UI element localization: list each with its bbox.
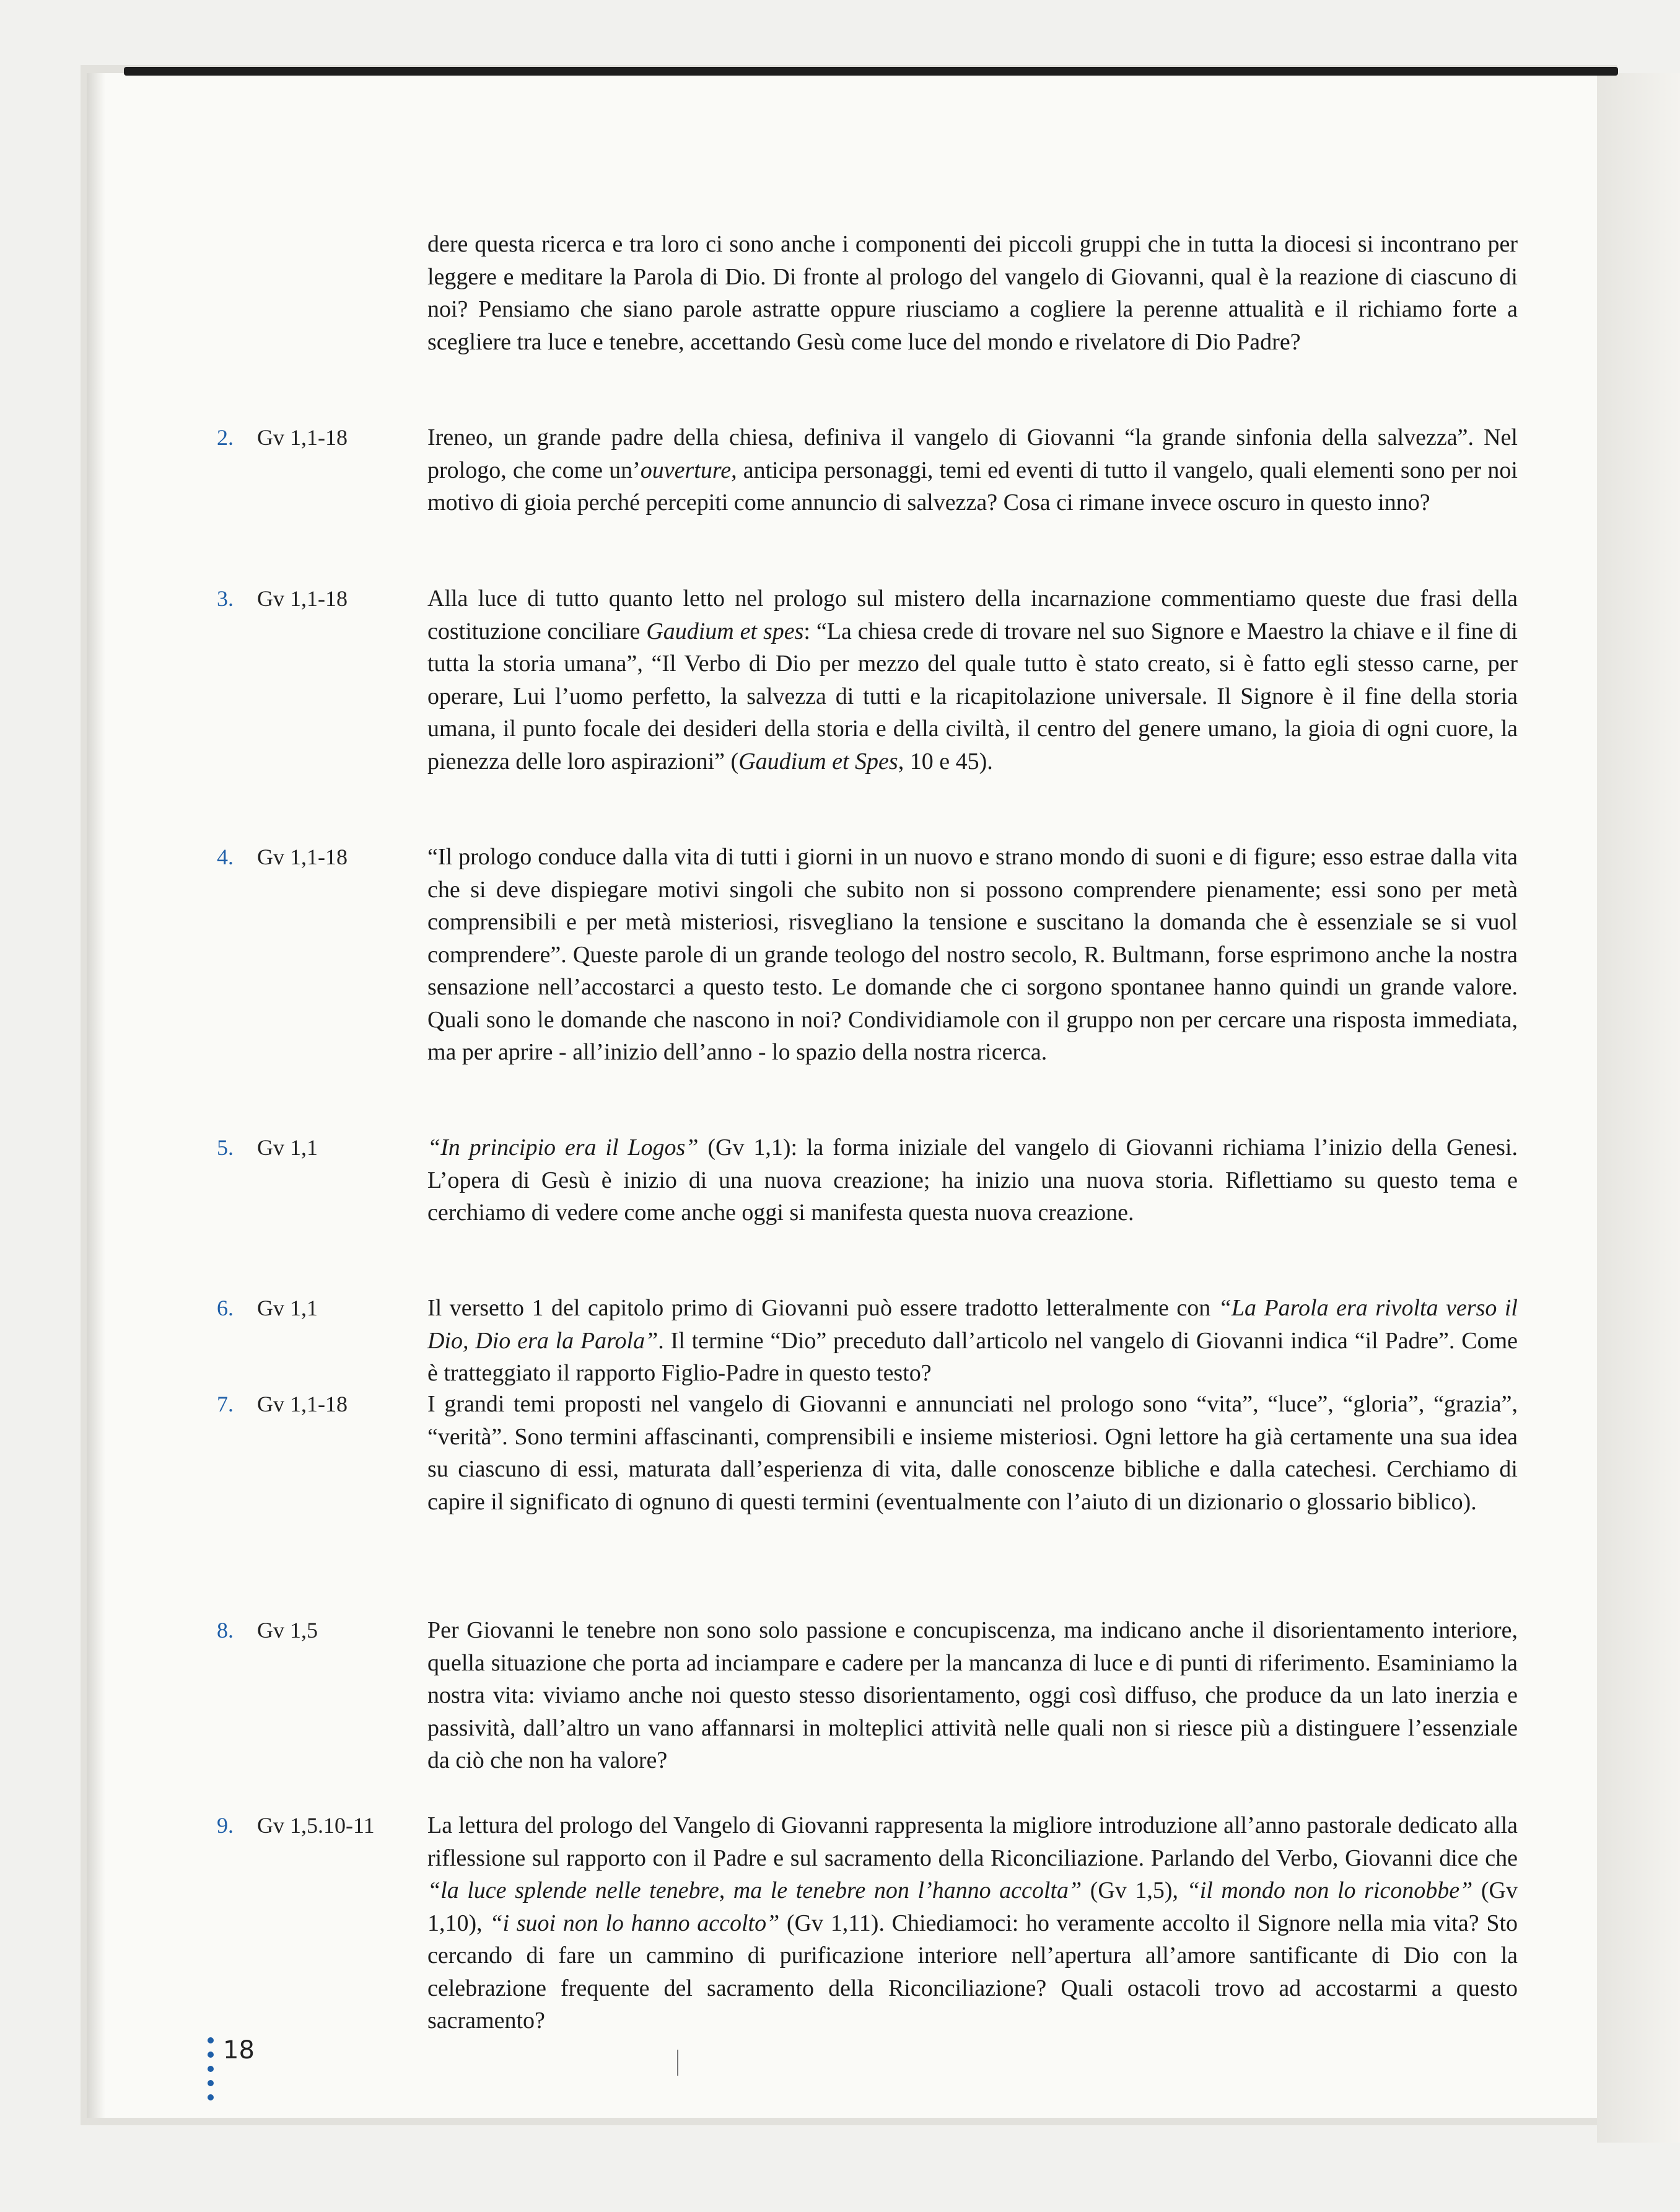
italic-text: “il mondo non lo riconobbe” [1186, 1877, 1473, 1903]
item-text [427, 841, 1518, 1069]
text-run: , 10 e 45). [898, 748, 993, 775]
gospel-reference: Gv 1,5.10-11 [257, 1813, 375, 1838]
item-text [427, 1388, 1518, 1518]
text-run: (Gv 1,1): la forma iniziale del vangelo di Giovanni richiama l’inizio della Genesi. L’opera di Gesù è inizio di una nuova creazione; ha inizio una nuova storia. Riflettiamo su questo tema e cerchiamo di vedere come anche oggi si manifesta questa nuova creazione. [427, 1135, 1518, 1226]
item-number: 4. [217, 845, 234, 869]
item-number: 6. [217, 1296, 234, 1320]
folio-dots [208, 2037, 216, 2130]
item-number: 8. [217, 1618, 234, 1643]
text-run: (Gv 1,10), [427, 1877, 1518, 1936]
gospel-reference: Gv 1,1-18 [257, 586, 348, 611]
item-text [427, 421, 1518, 519]
page-number: 18 [223, 2036, 255, 2065]
center-gutter-mark [677, 2050, 678, 2076]
italic-text: ouverture [640, 457, 732, 483]
italic-text: Gaudium et Spes [738, 748, 898, 775]
item-number: 3. [217, 586, 234, 611]
page-left-edge [87, 73, 105, 2118]
text-run: “Il prologo conduce dalla vita di tutti i giorni in un nuovo e strano mondo di suoni e di figure; esso estrae dalla vita che si deve dispiegare motivi singoli che subito non si possono comprendere pienamente; essi sono per metà comprensibili e per metà misteriosi, risvegliano la tensione e suscitano la domanda che è essenziale se si vuol comprendere”. Queste parole di un grande teologo del nostro secolo, R. Bultmann, forse esprimono anche la nostra sensazione nell’accostarci a questo testo. Le domande che ci sorgono spontanee hanno quindi un grande valore. Quali sono le domande che nascono in noi? Condividiamole con il gruppo non per cercare una risposta immediata, ma per aprire - all’inizio dell’anno - lo spazio della nostra ricerca. [427, 844, 1518, 1065]
item-text [427, 1131, 1518, 1229]
text-run: (Gv 1,11). Chiediamoci: ho veramente accolto il Signore nella mia vita? Sto cercando di fare un cammino di purificazione interiore nell’apertura all’amore santificante di Dio con la celebrazione frequente del sacramento della Riconciliazione? Quali ostacoli trovo ad accostarmi a questo sacramento? [427, 1910, 1518, 2034]
folio-dot [208, 2037, 214, 2043]
gospel-reference: Gv 1,1 [257, 1135, 318, 1160]
facing-page-edge [1597, 73, 1680, 2143]
text-run: Ireneo, un grande padre della chiesa, definiva il vangelo di Giovanni “la grande sinfonia della salvezza”. Nel prologo, che come un’ [427, 424, 1518, 483]
item-text [427, 582, 1518, 778]
item-text [427, 1809, 1518, 2037]
italic-text: “La Parola era rivolta verso il Dio, Dio era la Parola” [427, 1295, 1518, 1354]
item-number: 2. [217, 425, 234, 450]
text-run: : “La chiesa crede di trovare nel suo Signore e Maestro la chiave e il fine di tutta la storia umana”, “Il Verbo di Dio per mezzo del quale tutto è stato creato, si è fatto egli stesso carne, per operare, Lui l’uomo perfetto, la salvezza di tutti e la ricapitolazione universale. Il Signore è il fine della storia umana, il punto focale dei desideri della storia e della civiltà, il centro del genere umano, la gioia di ogni cuore, la pienezza delle loro aspirazioni” ( [427, 618, 1518, 775]
gospel-reference: Gv 1,1-18 [257, 425, 348, 450]
item-number: 7. [217, 1392, 234, 1416]
gospel-reference: Gv 1,1 [257, 1296, 318, 1320]
item-text [427, 1292, 1518, 1390]
folio-dot [208, 2094, 214, 2100]
text-run: I grandi temi proposti nel vangelo di Giovanni e annunciati nel prologo sono “vita”, “luce”, “gloria”, “grazia”, “verità”. Sono termini affascinanti, comprensibili e insieme misteriosi. Ogni lettore ha già certamente una sua idea su ciascuno di essi, maturata dall’esperienza di vita, dalle conoscenze bibliche e dalla catechesi. Cerchiamo di capire il significato di ognuno di questi termini (eventualmente con l’aiuto di un dizionario o glossario biblico). [427, 1391, 1518, 1515]
gospel-reference: Gv 1,1-18 [257, 845, 348, 869]
item-text [427, 1614, 1518, 1777]
intro-paragraph: dere questa ricerca e tra loro ci sono anche i componenti dei piccoli gruppi che in tutta la diocesi si incontrano per leggere e meditare la Parola di Dio. Di fronte al prologo del vangelo di Giovanni, qual è la reazione di ciascuno di noi? Pensiamo che siano parole astratte oppure riusciamo a cogliere la perenne attualità e il richiamo forte a scegliere tra luce e tenebre, accettando Gesù come luce del mondo e rivelatore di Dio Padre? [427, 231, 1518, 355]
folio-dot [208, 2052, 214, 2058]
gospel-reference: Gv 1,1-18 [257, 1392, 348, 1416]
text-run: (Gv 1,5), [1082, 1877, 1187, 1903]
italic-text: “i suoi non lo hanno accolto” [489, 1910, 780, 1936]
item-number: 5. [217, 1135, 234, 1160]
top-border-band [124, 67, 1618, 76]
text-run: , anticipa personaggi, temi ed eventi di tutto il vangelo, quali elementi sono per noi motivo di gioia perché percepiti come annuncio di salvezza? Cosa ci rimane invece oscuro in questo inno? [427, 457, 1518, 516]
item-number: 9. [217, 1813, 234, 1838]
italic-text: “In principio era il Logos” [427, 1135, 699, 1161]
italic-text: Gaudium et spes [646, 618, 804, 644]
folio-dot [208, 2080, 214, 2086]
text-run: La lettura del prologo del Vangelo di Giovanni rappresenta la migliore introduzione all’anno pastorale dedicato alla riflessione sul rapporto con il Padre e sul sacramento della Riconciliazione. Parlando del Verbo, Giovanni dice che [427, 1812, 1518, 1871]
italic-text: “la luce splende nelle tenebre, ma le tenebre non l’hanno accolta” [427, 1877, 1082, 1903]
text-run: Il versetto 1 del capitolo primo di Giovanni può essere tradotto letteralmente con [427, 1295, 1218, 1321]
text-run: . Il termine “Dio” preceduto dall’articolo nel vangelo di Giovanni indica “il Padre”. Come è tratteggiato il rapporto Figlio-Padre in questo testo? [427, 1327, 1518, 1386]
text-run: Alla luce di tutto quanto letto nel prologo sul mistero della incarnazione commentiamo queste due frasi della costituzione conciliare [427, 586, 1518, 644]
folio-dot [208, 2066, 214, 2072]
text-run: Per Giovanni le tenebre non sono solo passione e concupiscenza, ma indicano anche il disorientamento interiore, quella situazione che porta ad inciampare e cadere per la mancanza di luce e di punti di riferimento. Esaminiamo la nostra vita: viviamo anche noi questo stesso disorientamento, oggi così diffuso, che produce da un lato inerzia e passività, dall’altro un vano affannarsi in molteplici attività nelle quali non si riesce più a distinguere l’essenziale da ciò che non ha valore? [427, 1617, 1518, 1773]
gospel-reference: Gv 1,5 [257, 1618, 318, 1643]
